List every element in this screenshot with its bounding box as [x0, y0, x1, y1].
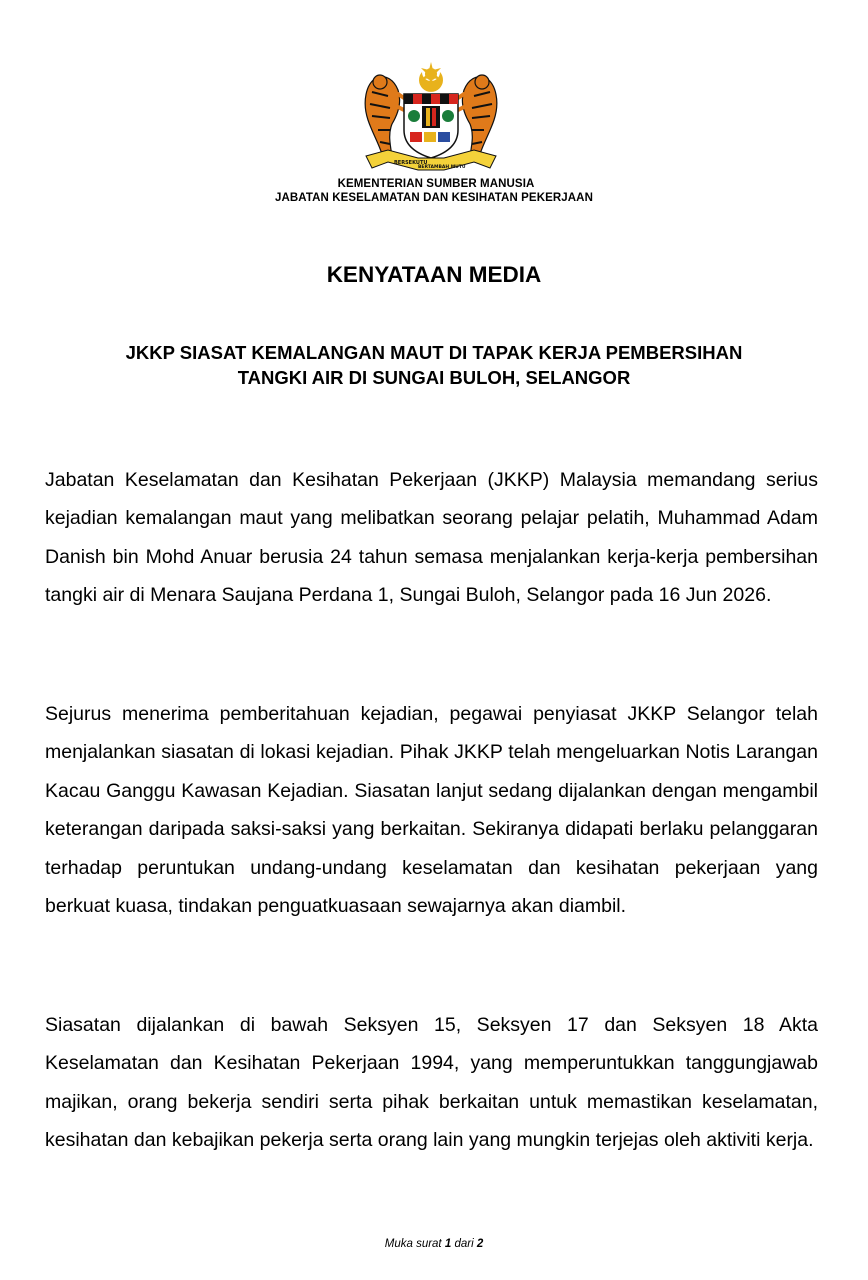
body-paragraph-3: Siasatan dijalankan di bawah Seksyen 15, Seksyen 17 dan Seksyen 18 Akta Keselamatan dan Kesihatan Pekerjaan 1994, yang memperuntukkan tanggungjawab majikan, orang bekerja sendiri serta pihak berkaitan untuk memastikan keselamatan, kesihatan dan kebajikan pekerja serta orang lain yang mungkin terjejas oleh aktiviti kerja.	[45, 1014, 818, 1152]
body-paragraph-1: Jabatan Keselamatan dan Kesihatan Pekerjaan (JKKP) Malaysia memandang serius kejadian kemalangan maut yang melibatkan seorang pelajar pelatih, Muhammad Adam Danish bin Mohd Anuar berusia 24 tahun semasa menjalankan kerja-kerja pembersihan tangki air di Menara Saujana Perdana 1, Sungai Buloh, Selangor pada 16 Jun 2026.	[45, 469, 818, 607]
page-prefix: Muka surat	[384, 1238, 442, 1250]
body-paragraph-2: Sejurus menerima pemberitahuan kejadian, pegawai penyiasat JKKP Selangor telah menjalankan siasatan di lokasi kejadian. Pihak JKKP telah mengeluarkan Notis Larangan Kacau Ganggu Kawasan Kejadian. Siasatan lanjut sedang dijalankan dengan mengambil keterangan daripada saksi-saksi yang berkaitan. Sekiranya didapati berlaku pelanggaran terhadap peruntukan undang-undang keselamatan dan kesihatan pekerjaan yang berkuat kuasa, tindakan penguatkuasaan sewajarnya akan diambil.	[45, 703, 818, 918]
document-title-line-1: JKKP SIASAT KEMALANGAN MAUT DI TAPAK KERJA PEMBERSIHAN	[125, 342, 743, 363]
page-number-footer	[0, 1238, 868, 1250]
total-pages-number: 2	[476, 1238, 484, 1250]
document-type-heading: KENYATAAN MEDIA	[326, 262, 542, 287]
page-separator: dari	[454, 1238, 474, 1250]
department-name: JABATAN KESELAMATAN DAN KESIHATAN PEKERJAAN	[274, 192, 593, 204]
document-title-line-2: TANGKI AIR DI SUNGAI BULOH, SELANGOR	[237, 367, 631, 388]
document-title	[40, 340, 828, 390]
malaysia-coat-of-arms-icon	[358, 58, 504, 176]
ministry-name: KEMENTERIAN SUMBER MANUSIA	[337, 178, 535, 190]
svg-text:BERTAMBAH MUTU: BERTAMBAH MUTU	[418, 165, 466, 170]
svg-text:BERSEKUTU: BERSEKUTU	[394, 160, 428, 166]
current-page-number: 1	[444, 1238, 452, 1250]
